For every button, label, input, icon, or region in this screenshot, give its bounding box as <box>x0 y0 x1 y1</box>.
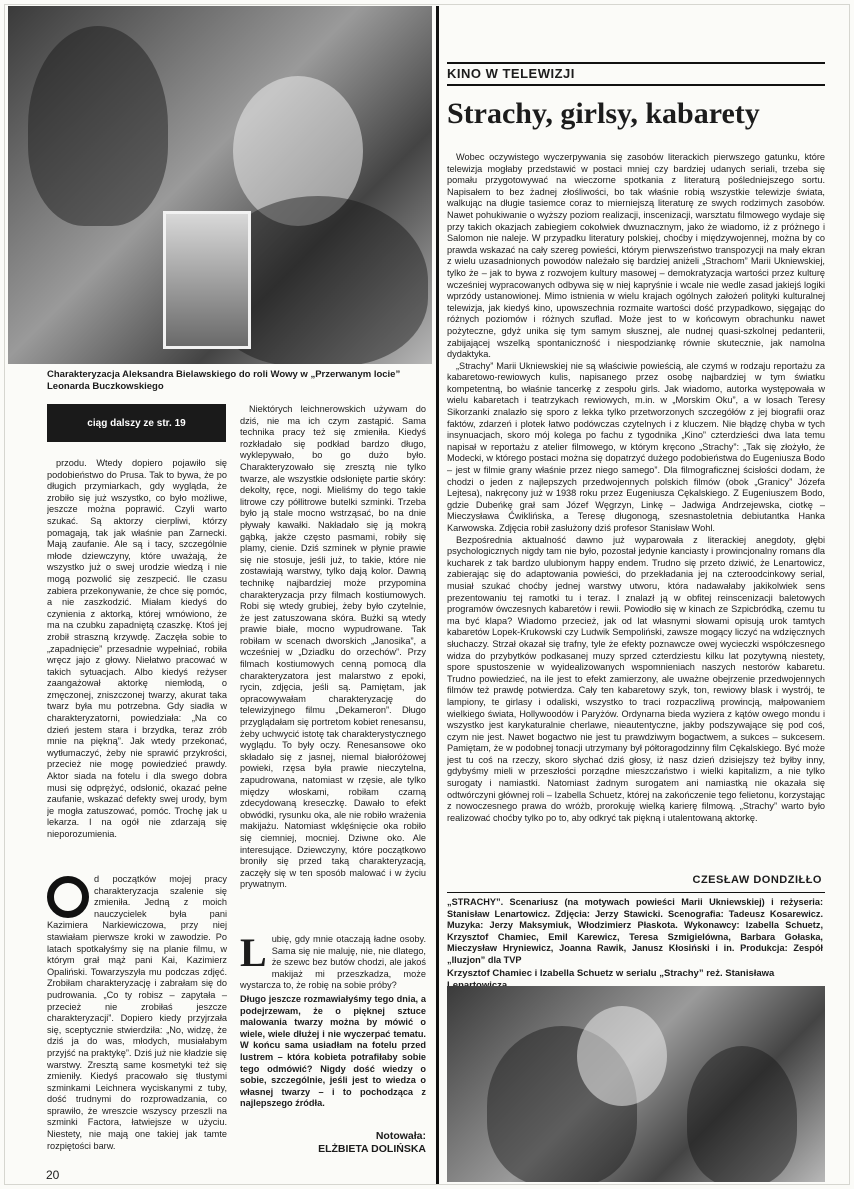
signature-label: Notowała: <box>375 1130 426 1142</box>
signature-name: ELŻBIETA DOLIŃSKA <box>318 1143 426 1155</box>
right-photo-caption: Krzysztof Chamiec i Izabella Schuetz w serialu „Strachy” reż. Stanisława <box>447 968 775 979</box>
column-2-second-paragraph: ubię, gdy mnie otaczają ładne osoby. Sama się nie maluję, nie, nie dlatego, że szewc bez butów chodzi, ale jakoś makijaż mi przeszkadza, może wystarcza to, że robię na sobie próby? <box>240 934 426 991</box>
drop-cap-o <box>47 876 89 918</box>
column-2-paragraph: Niektórych leichnerowskich używam do dziś, nie ma ich czym zastąpić. Sama technika pracy też się zmieniła. Kiedyś rozkładało się podkład bardzo długo, wyklepywało, bo go dużo było. Charakteryzowało się zresztą nie tylko twarze, ale wszystkie odsłonięte partie skóry: dekolty, ręce, nogi. Mieliśmy do tego takie litrowe czy półlitrowe butelki szminki. Trzeba było ją stale mocno wstrząsać, bo na dnie pływały kawałki. Nakładało się ją mokrą gąbką, jakże często pasmami, robiły się plamy, cienie. Dziś szminek w płynie prawie się nie stosuje, jeśli już, to takie, które nie zostawiają warstwy, tylko dają kolor. Dawną technikę najbardziej może przypomina charakteryzacja przy filmach kostiumowych. Robi się wtedy grubiej, żeby było czytelnie, że jest zatuszowana skóra. Bużki są wtedy prawie białe, mocno wypudrowane. Tak robiłam w scenach dworskich „Janosika”, a wcześniej w „Dziadku do orzechów”. Przy filmach kostiumowych cenną pomocą dla charakteryzatora jest malarstwo z epoki, rycin, zdjęcia, jeśli są. Pamiętam, jak opracowywałam charakteryzację do telewizyjnego filmu „Dekameron”. Długo przyglądałam się portretom kobiet renesansu, żeby uchwycić istotę tak charakterystycznego wyglądu. To były oczy. Renesansowe oko składało się z jasnej, niemal białoróżowej powieki, rzęsa była prawie nieczytelna, zapudrowana, natomiast w rzęsie, ale tylko między włoskami, robiłam czarną zdecydowaną kreseczkę. Dawało to efekt obwódki, rysunku oka, ale nie robiło wrażenia makijażu. Natomiast wklęśnięcie oka robiło się ciemniej, mocniej. Dziwne oko. Ale interesujące. Dziewczyny, które początkowo broniły się przed taką charakteryzacją, zaczęły się w ten sposób malować i w życiu prywatnym. <box>240 404 426 890</box>
review-body <box>447 152 825 870</box>
section-rule-bottom <box>447 84 825 86</box>
makeup-photo <box>8 6 432 364</box>
article-column-2b <box>240 934 426 1130</box>
page-number: 20 <box>46 1168 60 1182</box>
review-paragraph-2: „Strachy” Marii Ukniewskiej nie są właściwie powieścią, ale czymś w rodzaju reportażu za kabaretowo-rewiowych kulis, napisanego przez osobę najbardziej w tym światku kompetentną, bo właśnie tancerkę z zespołu girls. Jak wiadomo, autorka występowała w wielu kabaretach i teatrzykach rewiowych, m.in. w „Morskim Oku”, a w losach Teresy Sikorzanki znalazło się sporo z lekka tylko przetworzonych szczegółów z jej biografii oraz faktów, zdarzeń i plotek łatwo podówczas czytelnych i z kluczem. Nie błądzę chyba w tych insynuacjach, skoro mój kolega po fachu z tygodnika „Kino” czterdzieści dwa lata temu napisał w reportażu z atelier filmowego, w którym kręcono „Strachy”: „Tak się złożyło, że Modecki, w którego postaci można się dopatrzyć dużego podobieństwa do Eugeniusza Bodo – jest w filmie grany właśnie przez niego samego”. Dla filmograficznej ścisłości dodam, że chodzi o jeden z najlepszych przedwojennych polskich filmów (obok „Granicy” Józefa Lejtesa), nakręcony już w 1938 roku przez Eugeniusza Cękalskiego. Z Eugeniuszem Bodo, gdzie Dubeńkę grał sam Józef Węgrzyn, Linkę – Jadwiga Andrzejewska, ciotkę – Mieczysława Ćwiklińska, a Teresę długonogą, szesnastoletnia debiutantka Hanka Karwowska. Zdjęcia robił zasłużony dziś profesor Stanisław Wohl. <box>447 360 825 533</box>
article-column-1 <box>47 458 227 873</box>
section-label: KINO W TELEWIZJI <box>447 66 575 81</box>
left-photo-caption: Charakteryzacja Aleksandra Bielawskiego do roli Wowy w „Przerwanym locie” Leonarda Buczkowskiego <box>47 369 401 392</box>
film-credits: „STRACHY”. Scenariusz (na motywach powieści Marii Ukniewskiej) i reżyseria: Stanisław Lenartowicz. Zdjęcia: Jerzy Stawicki. Scenografia: Tadeusz Kosarewicz. Muzyka: Jerzy Maksymiuk, Włodzimierz Płaskota. Wykonawcy: Izabella Schuetz, Krzysztof Chamiec, Emil Karewicz, Teresa Szmigielówna, Barbara Gołaska, Mieczysław Hryniewicz, Joanna Rawik, Janusz Kłosiński i in. Produkcja: Zespół „Iluzjon” dla TVP <box>447 897 823 965</box>
credits-rule <box>447 892 825 893</box>
column-1-second-paragraph: d początków mojej pracy charakteryzacja szalenie się zmieniła. Jedną z moich nauczycielek była pani Kazimiera Narkiewiczowa, przy niej stawiałam pierwsze kroki w zawodzie. Po latach spotkałyśmy się na planie filmu, w którym grał mąż pani Kai, Kazimierz Opaliński. Towarzyszyła mu podczas zdjęć. Zrobiłam charakteryzację i zabrałam się do pudrowania. „Co ty robisz – zapytała – przecież nie zrobiłaś jeszcze charakteryzacji”. Dopiero kiedy przyjrzała się, sceptycznie stwierdziła: „No, widzę, że dziś ja do was, młodych, musiałabym przyjść na praktykę”. Dziś już nie kładzie się warstwy. Zresztą same kosmetyki też się zmieniły. Kiedyś pracowało się tłustymi szminkami Leichnera wyciskanymi z tuby, dość trudnymi do rozprowadzania, co sprawiło, że wreszcie wszyscy przeszli na szminki Factora, łatwiejsze w użyciu. Niestety, nie mają one takiej jak tamte rozpiętości barw. <box>47 874 227 1151</box>
byline: CZESŁAW DONDZIŁŁO <box>692 874 822 886</box>
review-paragraph-1: Wobec oczywistego wyczerpywania się zasobów literackich pierwszego gatunku, które telewizja mogłaby przedstawić w postaci mniej czy bardziej udanych seriali, trzeba się pomału przygotowywać na wieczorne spotkania z literaturą pośledniejszego sortu. Napisałem to bez żadnej złośliwości, bo tak właśnie robią wszystkie telewizje świata, walkując na długie tasiemce coraz to mierniejszą literaturę ze swych rodzimych zasobów. Nawet pohukiwanie o wyższy poziom realizacji, inscenizacji, warsztatu filmowego wydaje się przy takich okazjach zabiegiem cokolwiek dwuznacznym, jako że wiadomo, iż z próżnego i Salomon nie naleje. W przypadku literatury polskiej, choćby i międzywojennej, można by co prawda wskazać na cały szereg powieści, którym pierwszeństwo transpozycji na mały ekran z wielu uzasadnionych powodów należało się bardziej aniżeli „Strachom” Marii Ukniewskiej, tylko że – jak to bywa z rozwojem kultury masowej – demokratyzacja wartości przez kulturę wcześniej wypracowanych odbywa się w niej kapryśnie i wcale nie wedle zasad jakiejś logiki wprzódy ustanowionej. Mimo istnienia w wielu krajach ogólnych założeń polityki kulturalnej telewizja, jak kiedyś kino, upowszechnia rozmaite wartości dość przypadkowo, sięgając do różnych poziomów i różnych szuflad. Może jest to w końcowym obrachunku nawet pożyteczne, gdyż unika się tym samym słusznej, ale nudnej quasi-szkolnej pedanterii, zabijającej wszelką spontaniczność i niespodziankę równie skutecznie, jak namolna dydaktyka. <box>447 152 825 360</box>
article-column-2 <box>240 404 426 924</box>
drop-cap-l: L <box>240 934 267 975</box>
review-paragraph-3: Bezpośrednia aktualność dawno już wyparowała z literackiej anegdoty, głębi psychologicznych nigdy tam nie było, pozostał jedynie kanciasty i prowincjonalny romans dla kucharek z tak bardzo ulubionym happy endem. Trudno się przeto dziwić, że Lenartowicz, zabierając się do adaptowania powieści, do przekładania jej na czteroodcinkowy serial, musiał szukać choćby jednej warstwy utworu, która nadawałaby jakikolwiek sens prezentowaniu tej ramotki tu i teraz. I znalazł ją w obfitej reinscenizacji baletowych programów ówczesnych kabaretów i rewii. Powiodło się w kinach ze Szpicbródką, czemu tu ma być klapa? Wiadomo przecież, jak od lat własnymi słowami opisują urok tamtych kabaretów Lopek-Krukowski czy Ludwik Sempoliński, zawsze mogący liczyć na wdzięcznych słuchaczy. Strzał okazał się trafny, tyle że efekty poznawcze owej wycieczki współczesnego widza do przybytków podkasanej muzy sprzed czterdziestu kilku lat pozytywną niestety, spore spustoszenie w wyidealizowanych wspomnieniach naszych nestorów kabaretu. Trudno powiedzieć, na ile jest to efekt zamierzony, ale uważne obejrzenie przedwojennych filmów też prawdę potwierdza. Cały ten kabaretowy szyk, ton, rewiowy blask i wystrój, te lampiony, te girlasy i odaliski, wszystko to traci rozpaczliwą prowincją, małpowaniem wielkiego świata, Hollywoodów i Paryżów. Ordynarna bieda wyziera z kątów owego mondu i wszystko jest karykaturalnie cherlawe, nieautentyczne, jakby podszywające się pod coś, czym nie jest. Nawet bogactwo nie jest tu prawdziwym bogactwem, a sukces – sukcesem. Pamiętam, że w podobnej tonacji utrzymany był półtoragodzinny film Cękalskiego. Być może jest tu coś na rzeczy, skoro słychać dziś głosy, iż nasz dzień dzisiejszy też byłby inny, gdybyśmy mieli w przeszłości porządne mieszczaństwo i wielki kapitalizm, a nie tylko surogaty i namiastki. Natomiast żadnym surogatem ani namiastką nie okazała się odtwórczyni głównej roli – Izabella Schuetz, której na zakończenie tego felietonu, korzystając z nowoczesnego prawa do wróżb, prorokuję wielką karierę filmową. „Strachy” warto było realizować choćby tylko po to, aby odkryć tak piękną i utalentowaną aktorkę. <box>447 534 825 823</box>
article-column-1b <box>47 874 227 1164</box>
column-2-closing: Długo jeszcze rozmawiałyśmy tego dnia, a podejrzewam, że o pięknej sztuce malowania twarzy można by mówić o wiele, wiele dłużej i nie wyczerpać tematu. W końcu sama usiadłam na fotelu przed lustrem – która kobieta potrafiłaby sobie tego odmówić? Nigdy dość wiedzy o sobie, szczególnie, jeśli jest to wiedza o własnej twarzy – i to pochodząca z najlepszego źródła. <box>240 993 426 1109</box>
strachy-still-photo <box>447 986 825 1182</box>
portrait-inset <box>163 211 251 349</box>
signature <box>240 1130 426 1156</box>
column-1-paragraph: przodu. Wtedy dopiero pojawiło się podobieństwo do Prusa. Tak to bywa, że po długich przymiarkach, gdy wygląda, że zrobiło się już wszystko, co było możliwe, jeszcze można poprawić. Czyli warto szukać. Są aktorzy cierpliwi, którzy pomagają, tak jak właśnie pan Zarnecki. Mają zaufanie. Ale są i tacy, szczególnie młode dziewczyny, które uważają, że wszystko już o swej urodzie wiedzą i nie mogą pozwolić się zeszpecić. Ile czasu zabiera przekonywanie, że chce się pomóc, a nie zaszkodzić. Miałam kiedyś do czynienia z aktorką, której wmówiono, że ma na czubku zapadniętą czaszkę. Ktoś jej zrobił straszną krzywdę. Zaczęła sobie to „zapadnięcie” przesadnie wypełniać, robiła wręcz jajo z głowy. Niełatwo pracować w takich sytuacjach. Albo kiedyś reżyser zaangażował aktorkę niemłodą, o zmęczonej, zniszczonej twarzy, akurat taka twarz była mu potrzebna. Gdy siadła w charakteryzatorni, powiedziała: „Na co dzień jestem stara i brzydka, teraz zrób mnie na piękną”. Jak wtedy przekonać, wytłumaczyć, żeby nie sprawić przykrości, przecież nie mogę powiedzieć prawdy. Aktor siada na fotelu i dla swego dobra musi się odprężyć, odsłonić, okazać pełne zaufanie, wskazać defekty swej urody, bym je mogła zatuszować, pomóc. Trochę jak u lekarza. I na ogół nie zdarzają się nieporozumienia. <box>47 458 227 839</box>
headline: Strachy, girlsy, kabarety <box>447 97 760 130</box>
column-divider <box>436 6 439 1184</box>
continued-from-label: ciąg dalszy ze str. 19 <box>47 404 226 442</box>
section-rule-top <box>447 62 825 64</box>
